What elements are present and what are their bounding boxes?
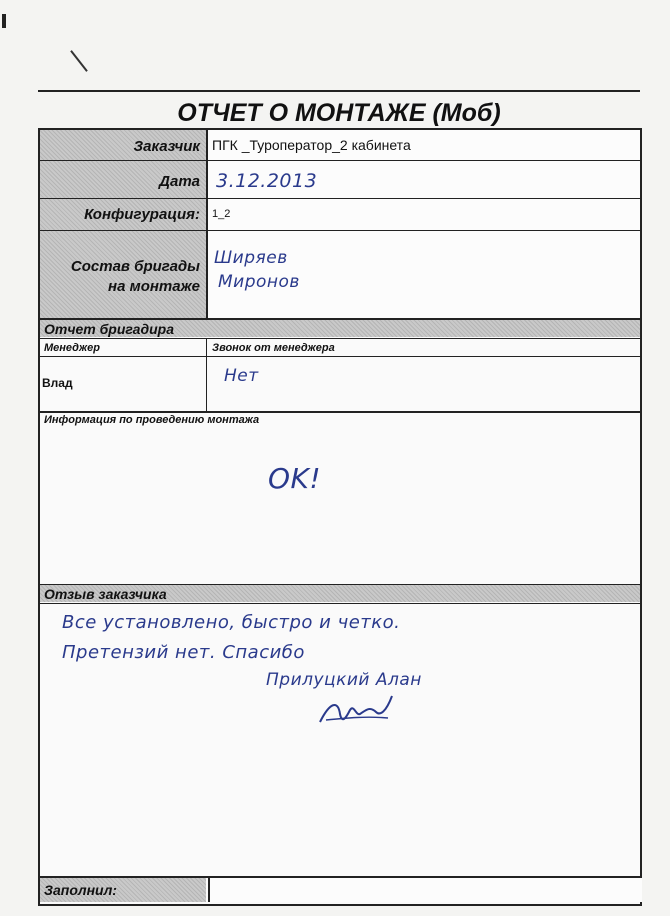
install-info-value: OK! xyxy=(268,462,322,495)
crew-member-1: Ширяев xyxy=(214,248,288,268)
manager-label: Менеджер xyxy=(44,342,100,354)
config-value-cell xyxy=(208,199,640,230)
foreman-report-header: Отчет бригадира xyxy=(40,320,640,337)
pen-stroke-mark xyxy=(70,50,88,72)
crew-label-line2: на монтаже xyxy=(108,278,200,295)
row-divider xyxy=(40,411,640,413)
date-label: Дата xyxy=(159,173,200,190)
row-divider xyxy=(40,603,640,604)
customer-feedback-header: Отзыв заказчика xyxy=(40,585,640,602)
row-divider xyxy=(40,338,640,339)
install-info-label: Информация по проведению монтажа xyxy=(44,414,260,426)
customer-value: ПГК _Туроператор_2 кабинета xyxy=(212,137,411,153)
crew-label-line1: Состав бригады xyxy=(70,258,200,275)
feedback-line-2: Претензий нет. Спасибо xyxy=(62,642,305,663)
column-divider xyxy=(206,339,207,411)
page-title: ОТЧЕТ О МОНТАЖЕ (Моб) xyxy=(38,90,640,128)
configuration-label: Конфигурация: xyxy=(84,206,200,223)
customer-signature-icon xyxy=(316,692,396,728)
customer-label: Заказчик xyxy=(133,138,200,155)
row-divider xyxy=(40,356,640,357)
feedback-signer: Прилуцкий Алан xyxy=(266,670,422,690)
manager-call-label: Звонок от менеджера xyxy=(212,342,335,354)
scan-edge-mark xyxy=(2,14,6,28)
date-value: 3.12.2013 xyxy=(216,170,318,192)
manager-call-value: Нет xyxy=(224,366,259,386)
crew-member-2: Миронов xyxy=(218,272,300,292)
configuration-value: 1_2 xyxy=(212,208,231,220)
feedback-line-1: Все установлено, быстро и четко. xyxy=(62,612,401,633)
filled-by-value-cell xyxy=(208,878,642,902)
report-form xyxy=(38,128,642,906)
filled-by-label: Заполнил: xyxy=(44,882,117,898)
manager-value: Влад xyxy=(42,376,73,390)
